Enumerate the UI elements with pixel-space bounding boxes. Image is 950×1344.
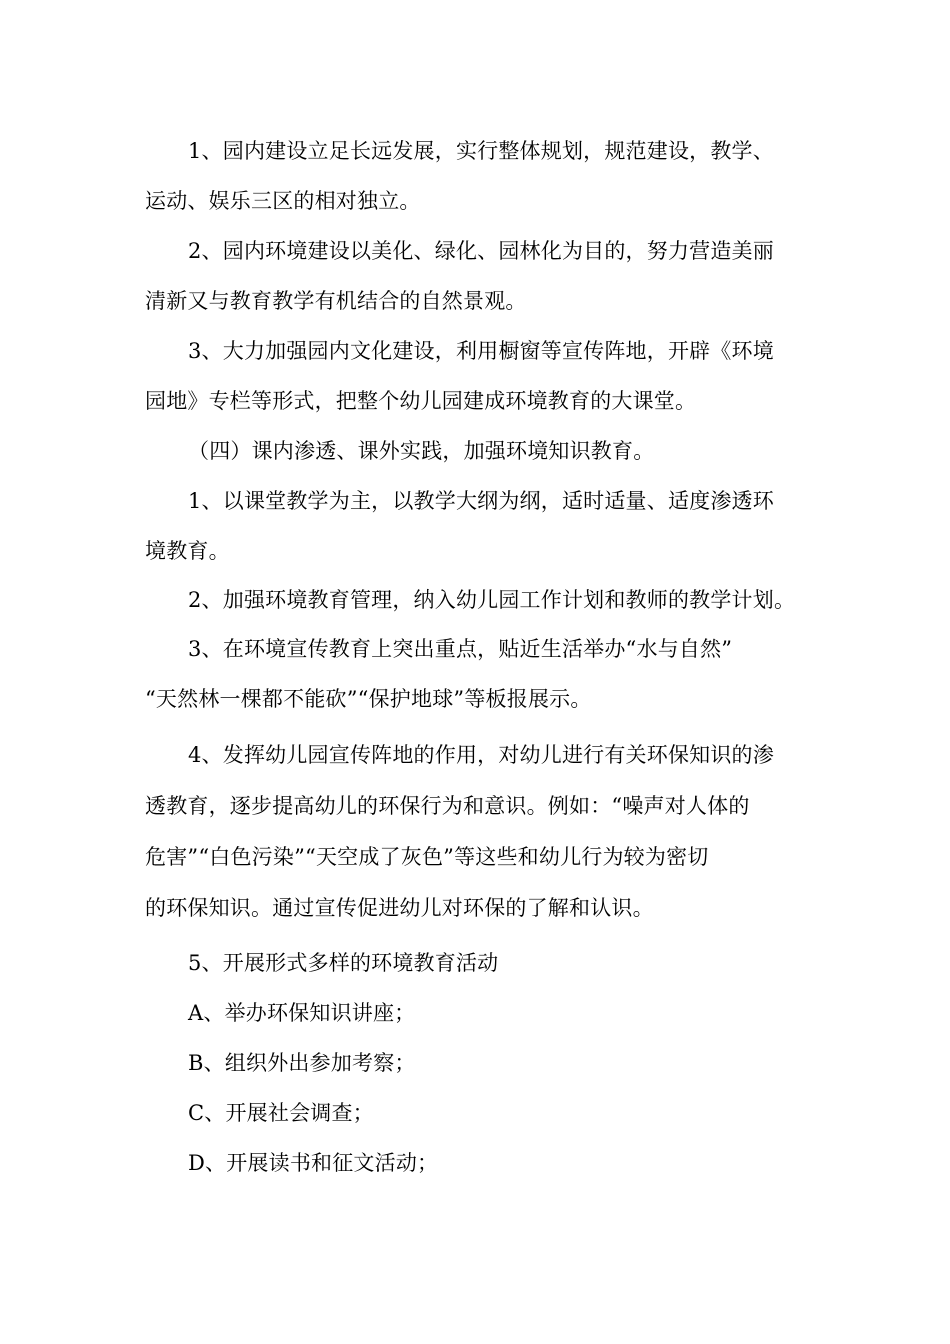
paragraph-1-line-1: 1、园内建设立足长远发展，实行整体规划，规范建设，教学、 (188, 139, 774, 163)
paragraph-7-line-3: 危害”“白色污染”“天空成了灰色”等这些和幼儿行为较为密切 (145, 845, 709, 869)
list-item-a: A、举办环保知识讲座； (188, 1001, 416, 1025)
paragraph-1-line-2: 运动、娱乐三区的相对独立。 (145, 189, 421, 213)
list-item-d: D、开展读书和征文活动； (188, 1151, 439, 1175)
paragraph-8-line-1: 5、开展形式多样的环境教育活动 (188, 951, 499, 975)
paragraph-5-line-1: 2、加强环境教育管理，纳入幼儿园工作计划和教师的教学计划。 (188, 588, 796, 612)
paragraph-7-line-4: 的环保知识。通过宣传促进幼儿对环保的了解和认识。 (145, 896, 654, 920)
paragraph-7-line-2: 透教育，逐步提高幼儿的环保行为和意识。例如：“噪声对人体的 (145, 794, 750, 818)
list-item-c: C、开展社会调查； (188, 1101, 374, 1125)
paragraph-4-line-2: 境教育。 (145, 539, 230, 563)
paragraph-3-line-2: 园地》专栏等形式，把整个幼儿园建成环境教育的大课堂。 (145, 389, 697, 413)
paragraph-6-line-1: 3、在环境宣传教育上突出重点，贴近生活举办“水与自然” (188, 637, 733, 661)
paragraph-6-line-2: “天然林一棵都不能砍”“保护地球”等板报展示。 (145, 687, 592, 711)
paragraph-2-line-1: 2、园内环境建设以美化、绿化、园林化为目的，努力营造美丽 (188, 239, 774, 263)
list-item-b: B、组织外出参加考察； (188, 1051, 416, 1075)
section-heading: （四）课内渗透、课外实践，加强环境知识教育。 (188, 439, 655, 463)
paragraph-3-line-1: 3、大力加强园内文化建设，利用橱窗等宣传阵地，开辟《环境 (188, 339, 774, 363)
paragraph-4-line-1: 1、以课堂教学为主，以教学大纲为纲，适时适量、适度渗透环 (188, 489, 774, 513)
paragraph-2-line-2: 清新又与教育教学有机结合的自然景观。 (145, 289, 527, 313)
paragraph-7-line-1: 4、发挥幼儿园宣传阵地的作用，对幼儿进行有关环保知识的渗 (188, 743, 774, 767)
